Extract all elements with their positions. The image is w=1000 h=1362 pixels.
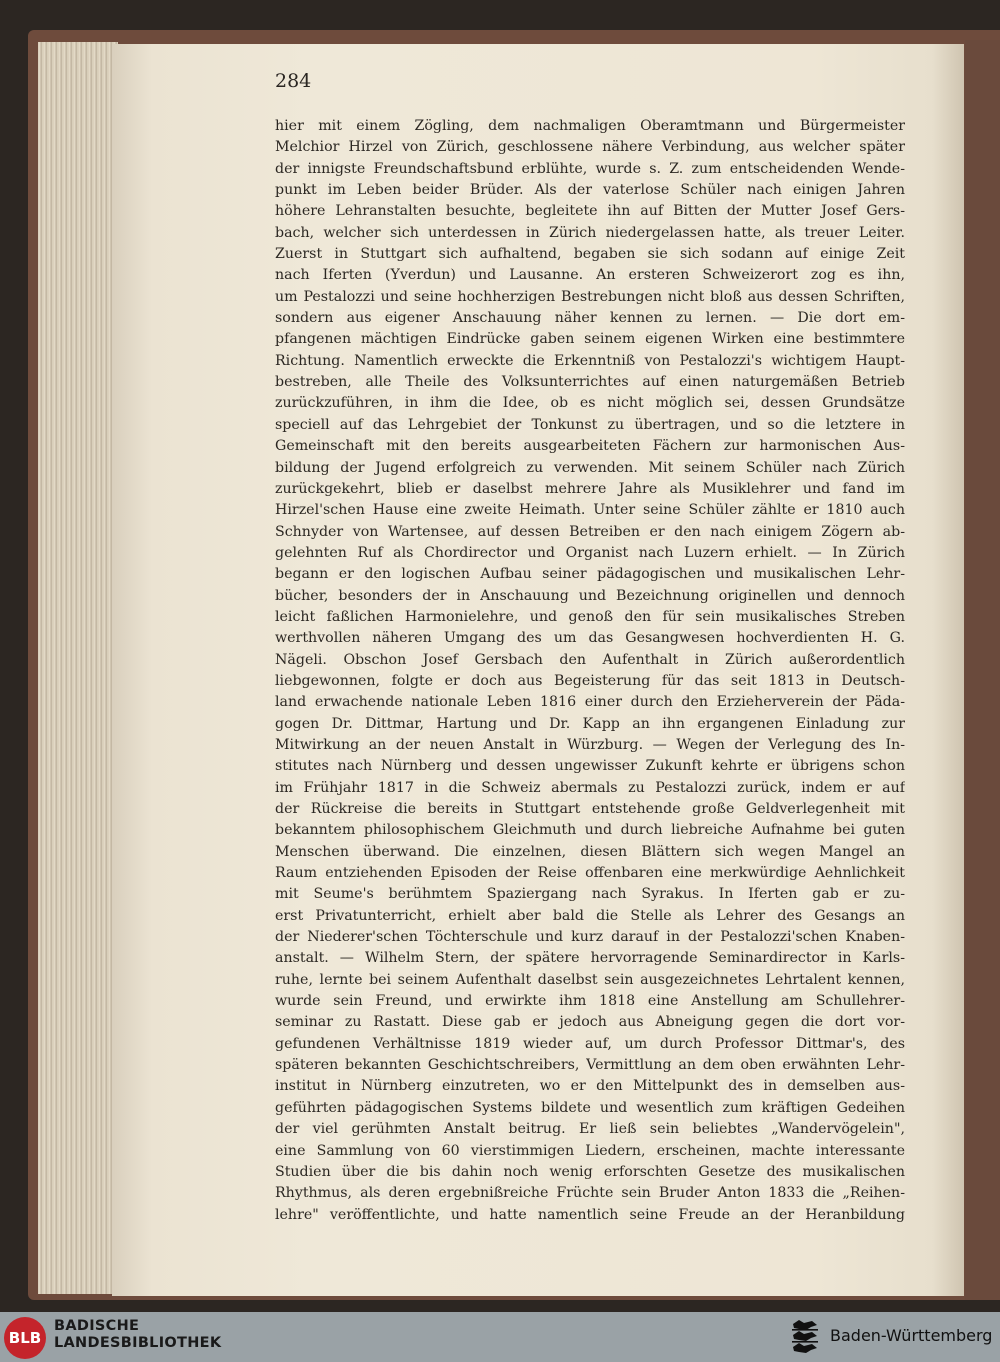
text-line: späteren bekannten Geschichtschreibers, Vermittlung an dem oben erwähnten Lehr- xyxy=(275,1057,905,1074)
text-line: pfangenen mächtigen Eindrücke gaben seinem eigenen Wirken eine bestimmtere xyxy=(275,331,905,348)
text-line: sondern aus eigener Anschauung näher kennen zu lernen. — Die dort em- xyxy=(275,310,905,327)
text-line: der viel gerühmten Anstalt beitrug. Er ließ sein beliebtes „Wandervögelein", xyxy=(275,1121,905,1138)
baden-wuerttemberg-lions-icon[interactable] xyxy=(790,1318,820,1356)
text-line: ruhe, lernte bei seinem Aufenthalt daselbst sein ausgezeichnetes Lehrtalent kennen, xyxy=(275,971,905,988)
page-number: 284 xyxy=(275,70,312,92)
text-line: gefundenen Verhältnisse 1819 wieder auf, um durch Professor Dittmar's, des xyxy=(275,1035,905,1052)
text-line: hier mit einem Zögling, dem nachmaligen Oberamtmann und Bürgermeister xyxy=(275,118,905,134)
page-text-body xyxy=(275,116,905,1226)
text-line: der Rückreise die bereits in Stuttgart entstehende große Geldverlegenheit mit xyxy=(275,801,905,817)
text-line: der Niederer'schen Töchterschule und kurz darauf in der Pestalozzi'schen Knaben- xyxy=(275,929,905,946)
text-line: zurückzuführen, in ihm die Idee, ob es nicht möglich sei, dessen Grundsätze xyxy=(275,395,905,412)
text-line: institut in Nürnberg einzutreten, wo er den Mittelpunkt des in demselben aus- xyxy=(275,1078,905,1095)
library-name[interactable] xyxy=(54,1318,221,1352)
library-name-line1: BADISCHE xyxy=(54,1318,140,1334)
text-line: wurde sein Freund, und erwirkte ihm 1818 eine Anstellung am Schullehrer- xyxy=(275,993,905,1010)
text-line: lehre" veröffentlichte, und hatte namentlich seine Freude an der Heranbildung xyxy=(275,1206,905,1223)
text-line: Nägeli. Obschon Josef Gersbach den Aufenthalt in Zürich außerordentlich xyxy=(275,651,905,668)
text-line: speciell auf das Lehrgebiet der Tonkunst zu übertragen, und so die letztere in xyxy=(275,416,905,433)
text-line: um Pestalozzi und seine hochherzigen Bestrebungen nicht bloß aus dessen Schriften, xyxy=(275,288,905,305)
book-cover-edge xyxy=(965,40,1000,1300)
text-line: anstalt. — Wilhelm Stern, der spätere hervorragende Seminardirector in Karls- xyxy=(275,950,905,967)
text-line: bildung der Jugend erfolgreich zu verwenden. Mit seinem Schüler nach Zürich xyxy=(275,459,905,476)
text-line: bücher, besonders der in Anschauung und Bezeichnung originellen und dennoch xyxy=(275,587,905,604)
text-line: Schnyder von Wartensee, auf dessen Betreiben er den nach einigem Zögern ab- xyxy=(275,523,905,540)
text-line: Rhythmus, als deren ergebnißreiche Früchte sein Bruder Anton 1833 die „Reihen- xyxy=(275,1185,905,1202)
text-line: mit Seume's berühmtem Spaziergang nach Syrakus. In Iferten gab er zu- xyxy=(275,886,905,903)
text-line: seminar zu Rastatt. Diese gab er jedoch aus Abneigung gegen die dort vor- xyxy=(275,1014,905,1031)
text-line: leicht faßlichen Harmonielehre, und genoß den für sein musikalisches Streben xyxy=(275,608,905,625)
text-line: Melchior Hirzel von Zürich, geschlossene nähere Verbindung, aus welcher später xyxy=(275,139,905,156)
text-line: höhere Lehranstalten besuchte, begleitete ihn auf Bitten der Mutter Josef Gers- xyxy=(275,203,905,220)
text-line: begann er den logischen Aufbau seiner pädagogischen und musikalischen Lehr- xyxy=(275,566,905,583)
text-line: Raum entziehenden Episoden der Reise offenbaren eine merkwürdige Aehnlichkeit xyxy=(275,865,905,882)
state-name[interactable]: Baden-Württemberg xyxy=(830,1326,993,1345)
text-line: Richtung. Namentlich erweckte die Erkenntniß von Pestalozzi's wichtigem Haupt- xyxy=(275,352,905,369)
text-line: Studien über die bis dahin noch wenig erforschten Gesetze des musikalischen xyxy=(275,1163,905,1180)
text-line: land erwachende nationale Leben 1816 einer durch den Erzieherverein der Päda- xyxy=(275,694,905,711)
text-line: liebgewonnen, folgte er doch aus Begeisterung für das seit 1813 in Deutsch- xyxy=(275,672,905,689)
text-line: Zuerst in Stuttgart sich aufhaltend, begaben sie sich sodann auf einige Zeit xyxy=(275,246,905,263)
text-line: punkt im Leben beider Brüder. Als der vaterlose Schüler nach einigen Jahren xyxy=(275,182,905,199)
library-footer-bar xyxy=(0,1312,1000,1362)
text-line: eine Sammlung von 60 vierstimmigen Liedern, erscheinen, machte interessante xyxy=(275,1142,905,1159)
text-line: zurückgekehrt, blieb er daselbst mehrere Jahre als Musiklehrer und fand im xyxy=(275,480,905,497)
text-line: erst Privatunterricht, erhielt aber bald die Stelle als Lehrer des Gesangs an xyxy=(275,907,905,924)
text-line: im Frühjahr 1817 in die Schweiz abermals zu Pestalozzi zurück, indem er auf xyxy=(275,779,905,796)
text-line: gogen Dr. Dittmar, Hartung und Dr. Kapp an ihn ergangenen Einladung zur xyxy=(275,715,905,732)
text-line: der innigste Freundschaftsbund erblühte, wurde s. Z. zum entscheidenden Wende- xyxy=(275,160,905,177)
text-line: Hirzel'schen Hause eine zweite Heimath. Unter seine Schüler zählte er 1810 auch xyxy=(275,502,905,519)
text-line: nach Iferten (Yverdun) und Lausanne. An ersteren Schweizerort zog es ihn, xyxy=(275,267,905,284)
text-line: gelehnten Ruf als Chordirector und Organist nach Luzern erhielt. — In Zürich xyxy=(275,544,905,561)
text-line: stitutes nach Nürnberg und dessen ungewisser Zukunft kehrte er übrigens schon xyxy=(275,758,905,775)
text-line: Gemeinschaft mit den bereits ausgearbeiteten Fächern zur harmonischen Aus- xyxy=(275,438,905,455)
text-line: bestreben, alle Theile des Volksunterrichtes auf einen naturgemäßen Betrieb xyxy=(275,374,905,391)
page-stack-edges xyxy=(38,42,118,1294)
blb-logo-icon[interactable]: BLB xyxy=(4,1317,46,1359)
text-line: Menschen überwand. Die einzelnen, diesen Blättern sich wegen Mangel an xyxy=(275,843,905,860)
text-line: geführten pädagogischen Systems bildete und wesentlich zum kräftigen Gedeihen xyxy=(275,1099,905,1116)
text-line: bekanntem philosophischem Gleichmuth und durch liebreiche Aufnahme bei guten xyxy=(275,822,905,839)
text-line: Mitwirkung an der neuen Anstalt in Würzburg. — Wegen der Verlegung des In- xyxy=(275,736,905,753)
library-name-line2: LANDESBIBLIOTHEK xyxy=(54,1335,222,1351)
text-line: bach, welcher sich unterdessen in Zürich niedergelassen hatte, als treuer Leiter. xyxy=(275,224,905,241)
text-line: werthvollen näheren Umgang des um das Gesangwesen hochverdienten H. G. xyxy=(275,630,905,647)
